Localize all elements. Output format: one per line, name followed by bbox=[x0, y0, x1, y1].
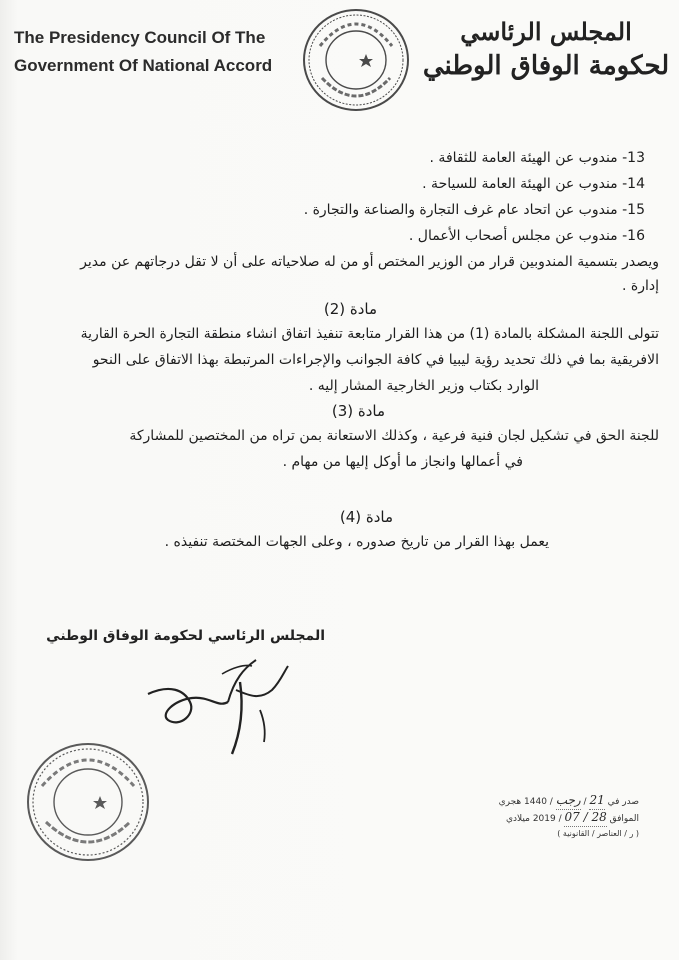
article-3-line1: للجنة الحق في تشكيل لجان فنية فرعية ، وكذلك الاستعانة بمن تراه من المختصين للمشاركة bbox=[129, 428, 659, 444]
item-16: 16- مندوب عن مجلس أصحاب الأعمال . bbox=[408, 228, 645, 244]
item-15: 15- مندوب عن اتحاد عام غرف التجارة والصناعة والتجارة . bbox=[303, 202, 645, 218]
issued-day: 21 bbox=[589, 792, 604, 810]
council-stamp-icon bbox=[24, 740, 152, 864]
corr-suffix: ميلادي bbox=[505, 814, 530, 824]
reference-footer: ( ر / العناصر / القانونية ) bbox=[557, 829, 639, 838]
article-2-line2: الافريقية بما في ذلك تحديد رؤية ليبيا في كافة الجوانب والإجراءات المرتبطة بهذا الاتفاق على النحو bbox=[92, 352, 659, 368]
corresponding-date-line: الموافق 28 / 07 / 2019 ميلادي bbox=[506, 809, 639, 828]
english-title-line1: The Presidency Council Of The bbox=[14, 28, 266, 47]
arabic-letterhead bbox=[421, 16, 671, 84]
arabic-title-line2: لحكومة الوفاق الوطني bbox=[422, 51, 670, 81]
state-seal-icon bbox=[300, 6, 412, 114]
issued-year: 1440 bbox=[524, 797, 547, 807]
naming-paragraph-line1: ويصدر بتسمية المندوبين قرار من الوزير المختص أو من له صلاحياته على أن لا تقل درجاتهم عن مدير bbox=[80, 254, 659, 270]
item-14: 14- مندوب عن الهيئة العامة للسياحة . bbox=[422, 176, 645, 192]
issued-label: صدر في bbox=[607, 797, 639, 807]
article-2-heading: مادة (2) bbox=[323, 300, 377, 318]
arabic-title-line1: المجلس الرئاسي bbox=[460, 17, 632, 46]
english-letterhead bbox=[14, 24, 314, 80]
english-title-line2: Government Of National Accord bbox=[14, 56, 273, 75]
corr-label: الموافق bbox=[609, 814, 639, 824]
article-4-line1: يعمل بهذا القرار من تاريخ صدوره ، وعلى الجهات المختصة تنفيذه . bbox=[164, 534, 549, 550]
handwritten-signature bbox=[140, 650, 300, 760]
article-2-line3: الوارد بكتاب وزير الخارجية المشار إليه . bbox=[308, 378, 539, 394]
signatory-title: المجلس الرئاسي لحكومة الوفاق الوطني bbox=[46, 628, 325, 644]
issued-date-line: صدر في 21 / رجب / 1440 هجري bbox=[499, 792, 639, 811]
item-13: 13- مندوب عن الهيئة العامة للثقافة . bbox=[429, 150, 645, 166]
corr-date: 28 / 07 bbox=[564, 809, 606, 827]
article-3-line2: في أعمالها وانجاز ما أوكل إليها من مهام . bbox=[282, 454, 523, 470]
article-3-heading: مادة (3) bbox=[331, 402, 385, 420]
naming-paragraph-line2: إدارة . bbox=[621, 278, 659, 294]
article-4-heading: مادة (4) bbox=[339, 508, 393, 526]
issued-suffix: هجري bbox=[498, 797, 522, 807]
issued-month: رجب bbox=[556, 792, 581, 810]
corr-year: 2019 bbox=[532, 814, 556, 824]
article-2-line1: تتولى اللجنة المشكلة بالمادة (1) من هذا القرار متابعة تنفيذ اتفاق انشاء منطقة التجارة الحرة القارية bbox=[80, 326, 659, 342]
